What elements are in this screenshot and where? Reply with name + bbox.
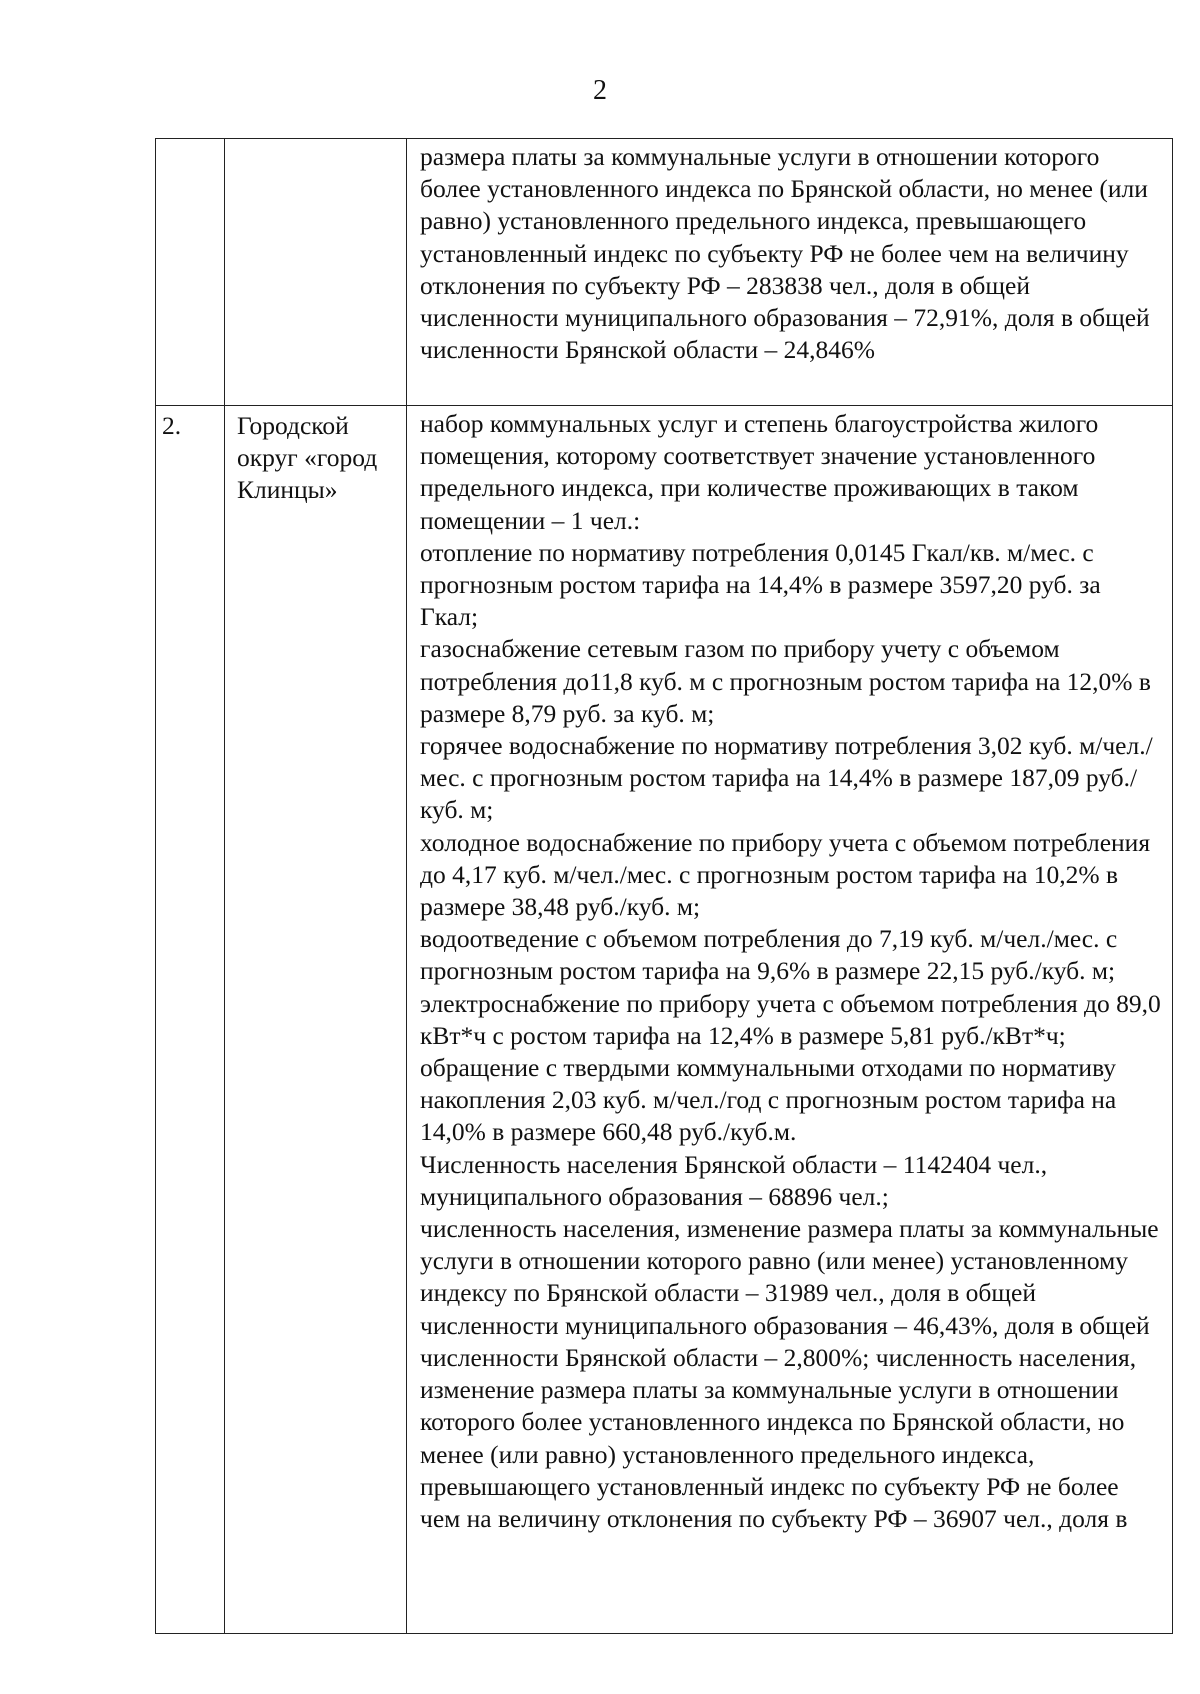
page-number: 2 bbox=[593, 75, 607, 106]
paragraph-intro: набор коммунальных услуг и степень благоустройства жилого помещения, которому соответствует значение установленного предельного индекса, при количестве проживающих в таком помещении – 1 чел.: bbox=[420, 409, 1099, 535]
municipality-name-cell: Городской округ «город Клинцы» bbox=[225, 406, 407, 1634]
paragraph-population-shares: численность населения, изменение размера платы за коммунальные услуги в отношении которого равно (или менее) установленному индексу по Брянской области – 31989 чел., доля в общей численности муниципального образования – 46,43%, доля в общей численности Брянской области – 2,800%; численность населения, изменение размера платы за коммунальные услуги в отношении которого более установленного индекса по Брянской области, но менее (или равно) установленного предельного индекса, превышающего установленный индекс по субъекту РФ не более чем на величину отклонения по субъекту РФ – 36907 чел., доля в bbox=[420, 1214, 1159, 1533]
paragraph-population: Численность населения Брянской области – 1142404 чел., муниципального образования – 68896 чел.; bbox=[420, 1149, 1048, 1211]
document-table bbox=[155, 138, 1173, 1634]
paragraph-drainage: водоотведение с объемом потребления до 7,19 куб. м/чел./мес. с прогнозным ростом тарифа на 9,6% в размере 22,15 руб./куб. м; bbox=[420, 924, 1118, 986]
paragraph-cold-water: холодное водоснабжение по прибору учета с объемом потребления до 4,17 куб. м/чел./мес. с прогнозным ростом тарифа на 10,2% в размере 38,48 руб./куб. м; bbox=[420, 827, 1151, 922]
municipality-name-cell bbox=[225, 139, 407, 406]
description-cell bbox=[407, 139, 1173, 406]
table-row bbox=[156, 406, 1173, 1634]
paragraph: размера платы за коммунальные услуги в отношении которого более установленного индекса по Брянской области, но менее (или равно) установленного предельного индекса, превышающего установленный индекс по субъекту РФ не более чем на величину отклонения по субъекту РФ – 283838 чел., доля в общей численности муниципального образования – 72,91%, доля в общей численности Брянской области – 24,846% bbox=[420, 142, 1150, 365]
paragraph-electricity: электроснабжение по прибору учета с объемом потребления до 89,0 кВт*ч с ростом тарифа на 12,4% в размере 5,81 руб./кВт*ч; bbox=[420, 988, 1161, 1050]
paragraph-waste: обращение с твердыми коммунальными отходами по нормативу накопления 2,03 куб. м/чел./год с прогнозным ростом тарифа на 14,0% в размере 660,48 руб./куб.м. bbox=[420, 1053, 1117, 1147]
row-number-cell bbox=[156, 139, 225, 406]
paragraph-gas: газоснабжение сетевым газом по прибору учету с объемом потребления до11,8 куб. м с прогнозным ростом тарифа на 12,0% в размере 8,79 руб. за куб. м; bbox=[420, 634, 1151, 728]
paragraph-heating: отопление по нормативу потребления 0,0145 Гкал/кв. м/мес. с прогнозным ростом тарифа на 14,4% в размере 3597,20 руб. за Гкал; bbox=[420, 537, 1101, 632]
paragraph-hot-water: горячее водоснабжение по нормативу потребления 3,02 куб. м/чел./мес. с прогнозным ростом тарифа на 14,4% в размере 187,09 руб./куб. м; bbox=[420, 731, 1153, 825]
table-row bbox=[156, 139, 1173, 406]
row-number-cell: 2. bbox=[156, 406, 225, 1634]
description-cell bbox=[407, 406, 1173, 1634]
